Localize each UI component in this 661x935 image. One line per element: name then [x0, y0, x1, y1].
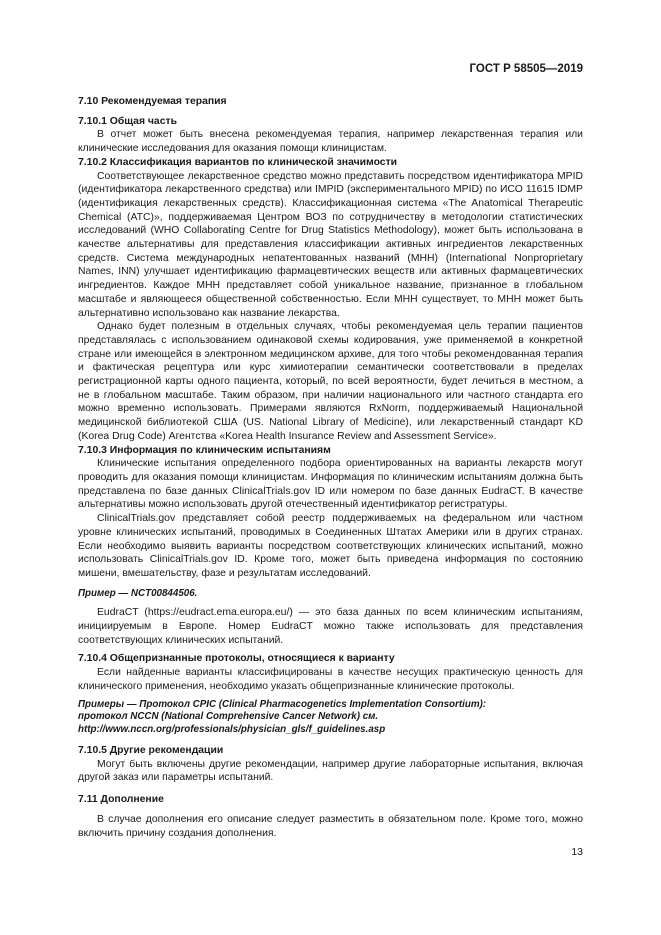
- section-7-10-3-example: Пример — NCT00844506.: [78, 587, 198, 599]
- section-7-10-4-examples: [78, 699, 583, 737]
- section-7-10-1-paragraph: В отчет может быть внесена рекомендуемая терапия, например лекарственная терапия или клинические исследования для оказания помощи клиницистам.: [78, 129, 583, 155]
- section-7-10-3-paragraph-1: Клинические испытания определенного подбора ориентированных на варианты лекарств могут проводить для оказания помощи клиницистам. Информация по клиническим испытаниям должна быть представлена по базе данных ClinicalTrials.gov ID или номером по базе данных EudraCT. В качестве альтернативы можно использовать другой отечественный идентификатор регистратуры.: [78, 458, 583, 511]
- section-7-10-2-paragraph-2: Однако будет полезным в отдельных случаях, чтобы рекомендуемая цель терапии пациентов представлялась с использованием одинаковой схемы кодирования, уже применяемой в конкретной стране или имеющейся в электронном медицинском архиве, для того чтобы рекомендованная терапия и фактическая рецептура или курс химиотерапии семантически соответствовали в пределах регистрационной карты одного пациента, который, по всей вероятности, будет лечиться в местном, а не в глобальном масштабе. Таким образом, при наличии национального или частного стандарта его можно временно использовать. Примерами являются RxNorm, поддерживаемый Национальной медицинской библиотекой США (US. National Library of Medicine), или лекарственный стандарт KD (Korea Drug Code) Агентства «Korea Health Insurance Review and Assessment Service».: [78, 321, 583, 442]
- section-7-10-4-paragraph: Если найденные варианты классифицированы в качестве несущих практическую ценность для клинического применения, необходимо указать общепризнанные клинические протоколы.: [78, 667, 583, 692]
- document-body: [78, 95, 583, 840]
- example-line-1: Примеры — Протокол CPIC (Clinical Pharmacogenetics Implementation Consortium):: [78, 698, 487, 710]
- section-7-10-3-paragraph-2: ClinicalTrials.gov представляет собой реестр поддерживаемых на федеральном или частном уровне клинических испытаний, проводимых в Соединенных Штатах Америки или в других странах. Если необходимо выявить варианты посредством соответствующих клинических испытаний, можно использовать ClinicalTrials.gov ID. Кроме того, может быть приведена информация по состоянию мишени, вмешательству, фазе и результатам исследований.: [78, 513, 583, 579]
- section-7-11-title: 7.11 Дополнение: [78, 794, 164, 806]
- section-7-10-5-title: 7.10.5 Другие рекомендации: [78, 745, 224, 757]
- document-id: ГОСТ Р 58505—2019: [469, 63, 583, 75]
- example-line-2: протокол NCCN (National Comprehensive Cancer Network) см. http://www.nccn.org/professionals/physician_gls/f_guidelines.asp: [78, 711, 386, 735]
- section-7-10-2-paragraph-1: Соответствующее лекарственное средство можно представить посредством идентификатора MPID (идентификатора лекарственного средства) или IMPID (экспериментального MPID) по ИСО 11615 IDMP (идентификация лекарственных средств). Классификационная система «The Anatomical Therapeutic Chemical (ATC)», поддерживаемая Центром ВОЗ по сотрудничеству в методологии статистических исследований (WHO Collaborating Centre for Drug Statistics Methodology), может быть использована в качестве альтернативы для представления классификации активных ингредиентов лекарственных средств. Система международных непатентованных названий (МНН) (International Nonproprietary Names, INN) улучшает идентификацию фармацевтических веществ или активных фармацевтических ингредиентов. Каждое МНН представляет собой уникальное название, признанное в глобальном масштабе и являющееся общественной собственностью. Если МНН существует, то МНН может быть альтернативно использовано как название лекарства.: [78, 170, 583, 319]
- section-7-10-1-title: 7.10.1 Общая часть: [78, 115, 177, 127]
- section-7-10-2-title: 7.10.2 Классификация вариантов по клинической значимости: [78, 156, 398, 168]
- section-7-10-3-paragraph-3: EudraCT (https://eudract.ema.europa.eu/) — это база данных по всем клиническим испытаниям, инициируемым в Европе. Номер EudraCT можно также использовать для представления соответствующих клинических испытаний.: [78, 607, 583, 646]
- section-7-10-5-paragraph: Могут быть включены другие рекомендации, например другие лабораторные испытания, включая другой заказ или параметры испытаний.: [78, 758, 583, 784]
- section-7-10-4-title: 7.10.4 Общепризнанные протоколы, относящиеся к варианту: [78, 653, 395, 665]
- page-number: 13: [571, 846, 583, 858]
- section-7-11-paragraph: В случае дополнения его описание следует разместить в обязательном поле. Кроме того, можно включить причину создания дополнения.: [78, 813, 583, 839]
- section-7-10-title: 7.10 Рекомендуемая терапия: [78, 96, 227, 107]
- section-7-10-3-title: 7.10.3 Информация по клиническим испытаниям: [78, 444, 331, 456]
